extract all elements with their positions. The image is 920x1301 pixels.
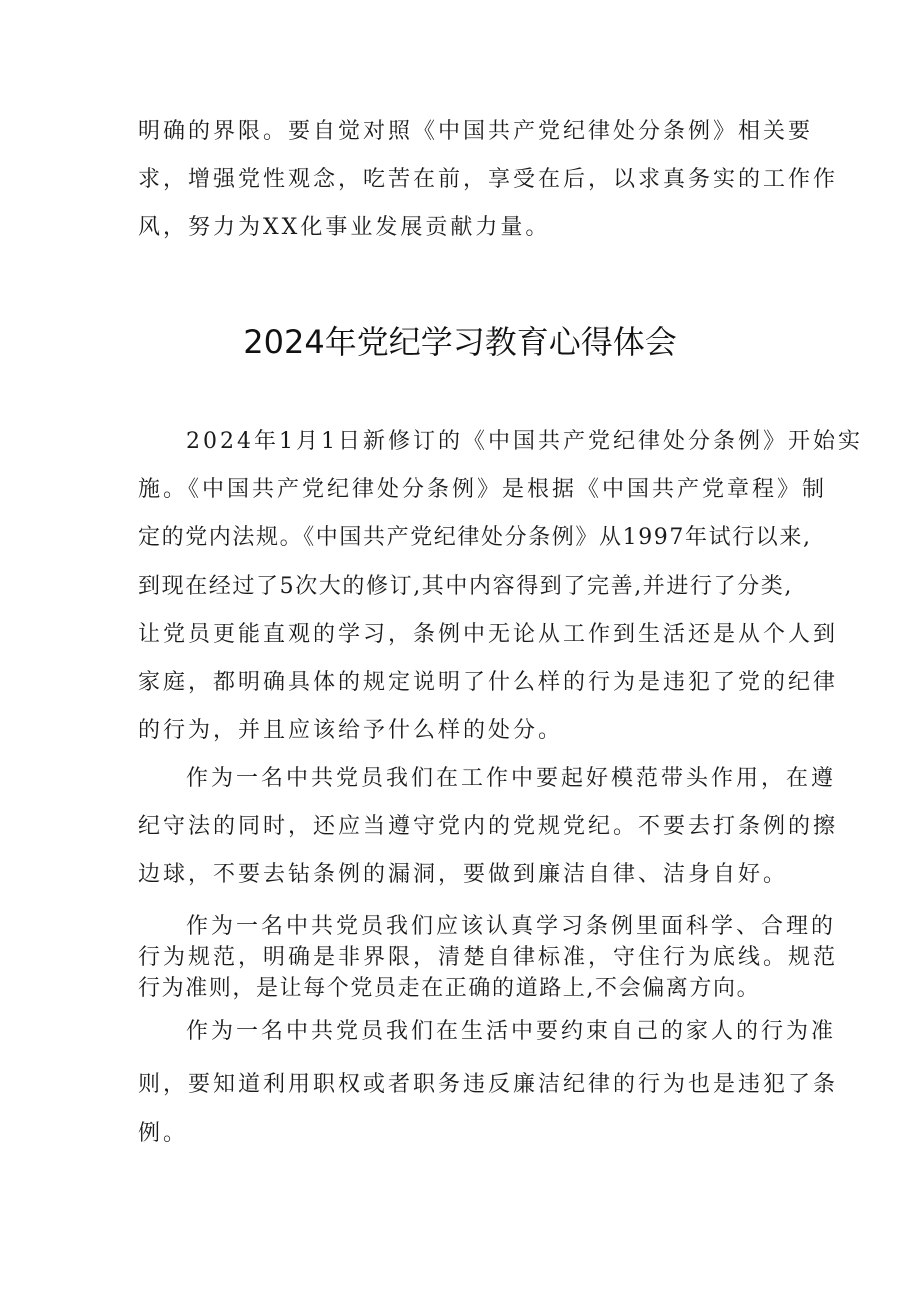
top-paragraph-line: 风，努力为XX化事业发展贡献力量。 bbox=[138, 215, 551, 240]
paragraph-1-line: 定的党内法规。《中国共产党纪律处分条例》从1997年试行以来, bbox=[138, 525, 812, 550]
paragraph-3-line: 行为规范，明确是非界限，清楚自律标准，守住行为底线。规范 bbox=[138, 945, 839, 970]
top-paragraph-line: 求，增强党性观念，吃苦在前，享受在后，以求真务实的工作作 bbox=[138, 167, 839, 192]
paragraph-1-line: 家庭，都明确具体的规定说明了什么样的行为是违犯了党的纪律 bbox=[138, 670, 839, 695]
paragraph-1-line: 让党员更能直观的学习，条例中无论从工作到生活还是从个人到 bbox=[138, 622, 839, 647]
paragraph-1-line: 2024年1月1日新修订的《中国共产党纪律处分条例》开始实 bbox=[186, 429, 863, 454]
paragraph-4-line: 则，要知道利用职权或者职务违反廉洁纪律的行为也是违犯了条 bbox=[138, 1072, 839, 1097]
paragraph-3-line: 作为一名中共党员我们应该认真学习条例里面科学、合理的 bbox=[186, 914, 837, 939]
document-title: 2024年党纪学习教育心得体会 bbox=[243, 323, 677, 361]
paragraph-1-line: 施。《中国共产党纪律处分条例》是根据《中国共产党章程》制 bbox=[138, 477, 828, 502]
paragraph-2-line: 作为一名中共党员我们在工作中要起好模范带头作用，在遵 bbox=[186, 766, 837, 791]
top-paragraph-line: 明确的界限。要自觉对照《中国共产党纪律处分条例》相关要 bbox=[138, 119, 814, 144]
paragraph-2-line: 边球，不要去钻条例的漏洞，要做到廉洁自律、洁身自好。 bbox=[138, 862, 789, 887]
paragraph-1-line: 的行为，并且应该给予什么样的处分。 bbox=[138, 718, 564, 743]
paragraph-3-line: 行为准则，是让每个党员走在正确的道路上,不会偏离方向。 bbox=[138, 976, 761, 1001]
paragraph-1-line: 到现在经过了5次大的修订,其中内容得到了完善,并进行了分类, bbox=[138, 574, 793, 599]
paragraph-2-line: 纪守法的同时，还应当遵守党内的党规党纪。不要去打条例的擦 bbox=[138, 814, 839, 839]
paragraph-4-line: 例。 bbox=[138, 1121, 189, 1146]
paragraph-4-line: 作为一名中共党员我们在生活中要约束自己的家人的行为准 bbox=[186, 1019, 837, 1044]
